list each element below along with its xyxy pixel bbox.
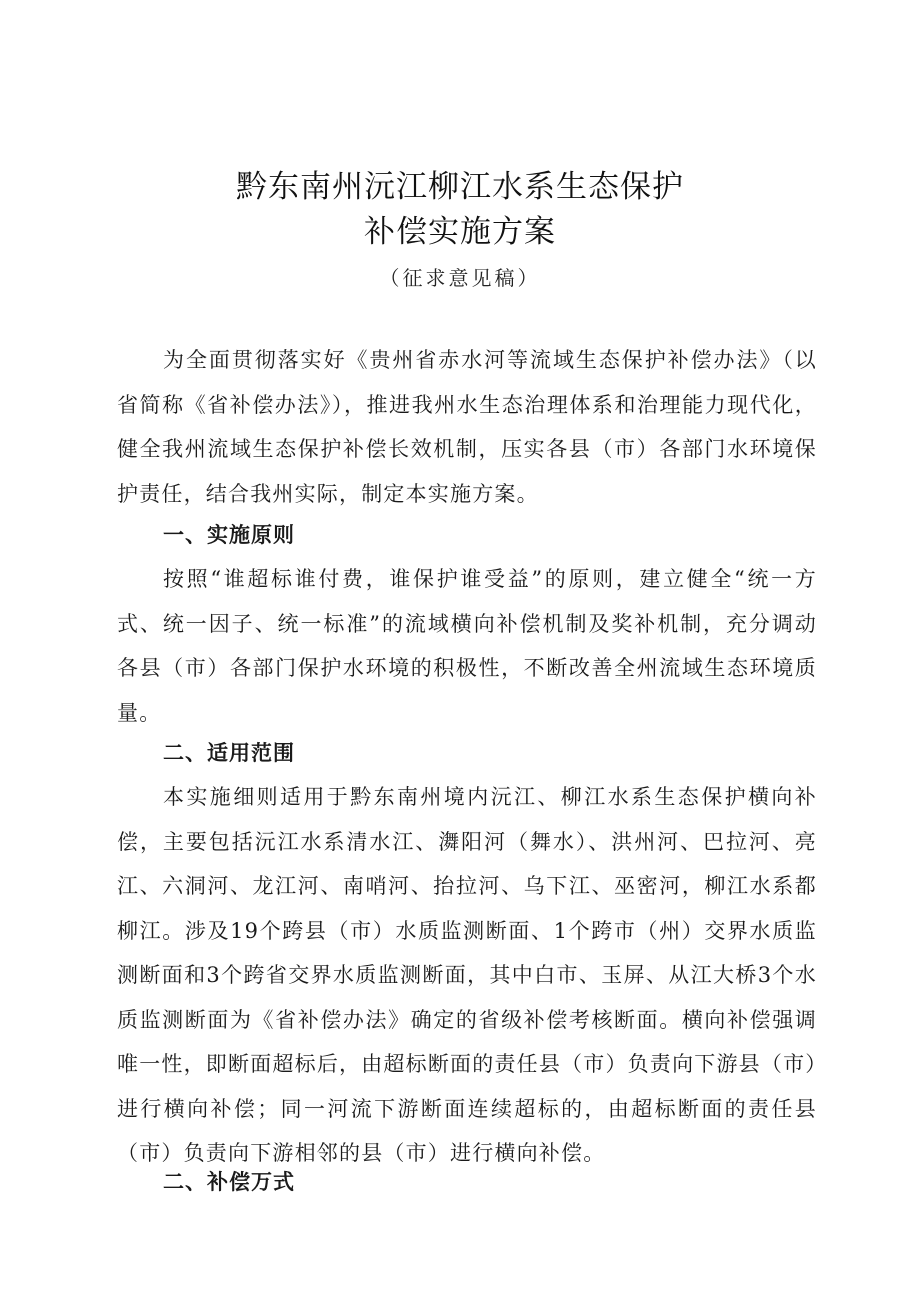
principles-paragraph: 按照“谁超标谁付费，谁保护谁受益”的原则，建立健全“统一方式、统一因子、统一标准”的流域横向补偿机制及奖补机制，充分调动各县（市）各部门保护水环境的积极性，不断改善全州流域生态环境质量。 (117, 567, 817, 725)
section-heading-compensation: 二、补偿万式 (163, 1170, 295, 1194)
document-subtitle: （征求意见稿） (379, 266, 541, 290)
document-title-line2: 补偿实施方案 (364, 214, 556, 250)
document-title-line1: 黔东南州沅江柳江水系生态保护 (236, 169, 684, 205)
section-heading-principles: 一、实施原则 (163, 523, 295, 547)
intro-paragraph: 为全面贯彻落实好《贵州省赤水河等流域生态保护补偿办法》（以省简称《省补偿办法》），推进我州水生态治理体系和治理能力现代化，健全我州流域生态保护补偿长效机制，压实各县（市）各部门水环境保护责任，结合我州实际，制定本实施方案。 (117, 348, 817, 506)
section-heading-scope: 二、适用范围 (163, 741, 295, 765)
scope-paragraph: 本实施细则适用于黔东南州境内沅江、柳江水系生态保护横向补偿，主要包括沅江水系清水江、㵲阳河（舞水）、洪州河、巴拉河、亮江、六洞河、龙江河、南哨河、抬拉河、乌下江、巫密河，柳江水系都柳江。涉及19个跨县（市）水质监测断面、1个跨市（州）交界水质监测断面和3个跨省交界水质监测断面，其中白市、玉屏、从江大桥3个水质监测断面为《省补偿办法》确定的省级补偿考核断面。横向补偿强调唯一性，即断面超标后，由超标断面的责任县（市）负责向下游县（市）进行横向补偿；同一河流下游断面连续超标的，由超标断面的责任县（市）负责向下游相邻的县（市）进行横向补偿。 (117, 785, 817, 1165)
